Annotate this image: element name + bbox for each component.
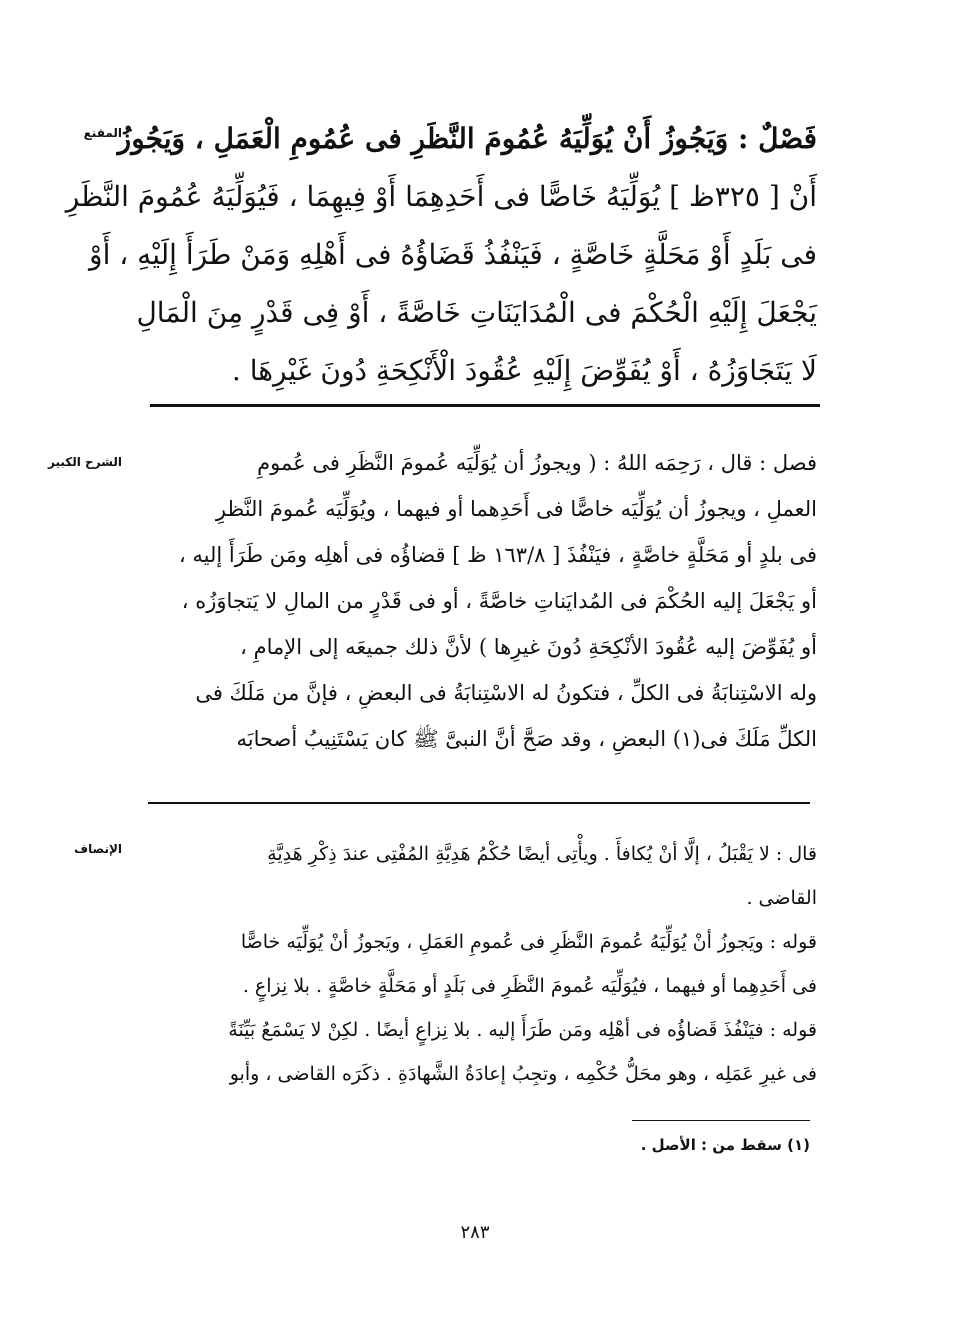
muqni-line: فى بَلَدٍ أَوْ مَحَلَّةٍ خَاصَّةٍ ، فَيَنْفُذُ قَضَاؤُهُ فى أَهْلِهِ وَمَنْ طَرَأَ إِلَيْهِ ، أَوْ (89, 238, 817, 271)
insaf-line: قوله : فيَنْفُذَ قَضاؤُه فى أهْلِه ومَن طَرَأَ إليه . بلا نِزاعٍ أيضًا . لكِنْ لا يَسْمَعُ بَيِّنَةً (228, 1019, 817, 1041)
insaf-text (141, 832, 817, 1096)
section-divider-thin (148, 802, 810, 804)
muqni-line: لَا يَتَجَاوَزُهُ ، أَوْ يُفَوِّضَ إِلَيْهِ عُقُودَ الْأَنْكِحَةِ دُونَ غَيْرِهَا . (231, 354, 817, 387)
insaf-line: قوله : ويَجوزُ أنْ يُوَلِّيَهُ عُمومَ النَّظَرِ فى عُمومِ العَمَلِ ، ويَجوزُ أنْ يُوَلِّيَه خاصًّا (240, 931, 817, 953)
muqni-line: يَجْعَلَ إِلَيْهِ الْحُكْمَ فى الْمُدَايَنَاتِ خَاصَّةً ، أَوْ فِى قَدْرٍ مِنَ الْمَالِ (136, 296, 817, 329)
insaf-line: فى أَحَدِهِما أو فيهما ، فيُوَلِّيَه عُمومَ النَّظَرِ فى بَلَدٍ أو مَحَلَّةٍ خاصَّةٍ . بلا نِزاعٍ . (242, 975, 817, 997)
insaf-line: فى غيرِ عَمَلِه ، وهو محَلُّ حُكْمِه ، وتجِبُ إعادَةُ الشَّهادَةِ . ذكَرَه القاضى ، وأبو (229, 1063, 817, 1085)
sharh-line: أو يُفَوِّضَ إليه عُقُودَ الأنْكِحَةِ دُونَ غيرِها ) لأنَّ ذلك جميعَه إلى الإمامِ ، (240, 635, 817, 659)
sharh-line: الكلِّ مَلَكَ فى(١) البعضِ ، وقد صَحَّ أنَّ النبىَّ ﷺ كان يَسْتَنِيبُ أصحابَه (236, 727, 817, 751)
insaf-line: القاضى . (746, 887, 817, 909)
sharh-text (141, 440, 817, 762)
page-number: ٢٨٣ (460, 1222, 490, 1243)
muqni-line: فَصْلٌ : وَيَجُوزُ أَنْ يُوَلِّيَهُ عُمُومَ النَّظَرِ فى عُمُومِ الْعَمَلِ ، وَيَجُوزُ (117, 122, 817, 155)
muqni-line: أَنْ [ ٣٢٥ظ ] يُوَلِّيَهُ خَاصًّا فى أَحَدِهِمَا أَوْ فِيهِمَا ، فَيُوَلِّيَهُ عُمُومَ النَّظَرِ (65, 180, 817, 213)
footnote: (١) سقط من : الأصل . (640, 1136, 810, 1154)
sharh-line: فى بلدٍ أو مَحَلَّةٍ خاصَّةٍ ، فيَنْفُذَ [ ١٦٣/٨ ظ ] قضاؤُه فى أهلِه ومَن طَرَأَ إليه ، (178, 543, 817, 567)
sharh-line: فصل : قال ، رَحِمَه اللهُ : ( ويجوزُ أن يُوَلِّيَه عُمومَ النَّظَرِ فى عُمومِ (257, 451, 817, 475)
margin-label-muqni: المقنع (83, 126, 122, 140)
margin-label-insaf: الإنصاف (74, 842, 122, 856)
insaf-line: قال : لا يَقْبَلُ ، إلَّا أنْ يُكافأَ . ويأْتِى أيضًا حُكْمُ هَدِيَّةِ المُفْتِى عندَ ذِكْرِ هَدِيَّةِ (267, 843, 817, 865)
sharh-line: العملِ ، ويجوزُ أن يُوَلِّيَه خاصًّا فى أَحَدِهما أو فيهما ، ويُوَلِّيَه عُمومَ النَّظرِ (215, 497, 817, 521)
margin-label-sharh: الشرح الكبير (48, 455, 122, 469)
section-divider-thick (150, 404, 820, 407)
sharh-line: وله الاسْتِنابَةُ فى الكلِّ ، فتكونُ له الاسْتِنابَةُ فى البعضِ ، فإنَّ من مَلَكَ فى (195, 681, 817, 705)
footnote-rule (632, 1120, 810, 1121)
sharh-line: أو يَجْعَلَ إليه الحُكْمَ فى المُدايَناتِ خاصَّةً ، أو فى قَدْرٍ من المالِ لا يَتجاوَزُه ، (181, 589, 817, 613)
